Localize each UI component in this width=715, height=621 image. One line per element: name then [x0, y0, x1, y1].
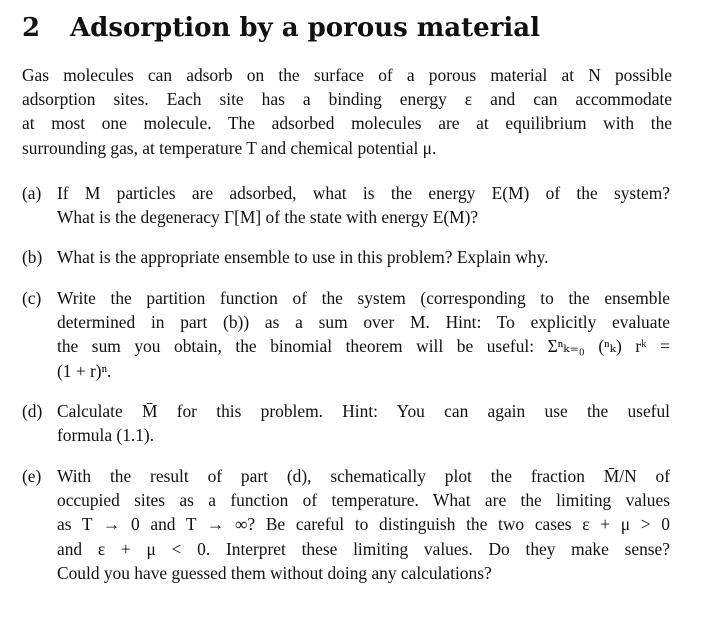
section-number: 2 [22, 13, 41, 43]
question-line: Write the partition function of the system (corresponding to the ensemble [57, 288, 670, 308]
question-marker: (e) [22, 466, 42, 486]
section-title: Adsorption by a porous material [70, 13, 540, 43]
question-line: What is the appropriate ensemble to use in this problem? Explain why. [57, 247, 549, 267]
question-marker: (c) [22, 288, 42, 308]
question-line: Calculate M̄ for this problem. Hint: You can again use the useful [57, 401, 670, 421]
question-marker: (a) [22, 183, 42, 203]
intro-line: adsorption sites. Each site has a binding energy ε and can accommodate [22, 89, 672, 110]
question-line: determined in part (b)) as a sum over M. Hint: To explicitly evaluate [57, 312, 670, 333]
question-line: With the result of part (d), schematically plot the fraction M̄/N of [57, 466, 670, 486]
intro-line: Gas molecules can adsorb on the surface of a porous material at N possible [22, 65, 672, 85]
question-marker: (b) [22, 247, 43, 267]
question-line: as T → 0 and T → ∞? Be careful to distinguish the two cases ε + μ > 0 [57, 514, 670, 535]
question-body [57, 464, 670, 585]
question-line: occupied sites as a function of temperature. What are the limiting values [57, 490, 670, 511]
question-body [57, 245, 670, 269]
question-line: If M particles are adsorbed, what is the energy E(M) of the system? [57, 183, 670, 203]
question-marker: (d) [22, 401, 43, 421]
question-body [57, 286, 670, 383]
intro-line: at most one molecule. The adsorbed molecules are at equilibrium with the [22, 113, 672, 134]
section-heading [22, 10, 540, 46]
intro-line: surrounding gas, at temperature T and chemical potential μ. [22, 137, 437, 158]
question-body [57, 181, 670, 229]
question-line: and ε + μ < 0. Interpret these limiting values. Do they make sense? [57, 538, 670, 559]
intro-paragraph [22, 63, 672, 160]
question-line: formula (1.1). [57, 425, 155, 446]
question-line: the sum you obtain, the binomial theorem will be useful: Σⁿₖ₌₀ (ⁿₖ) rᵏ = [57, 336, 670, 357]
question-body [57, 399, 670, 447]
question-line: (1 + r)ⁿ. [57, 360, 112, 381]
question-line: What is the degeneracy Γ[M] of the state with energy E(M)? [57, 207, 479, 228]
question-line: Could you have guessed them without doing any calculations? [57, 562, 492, 583]
